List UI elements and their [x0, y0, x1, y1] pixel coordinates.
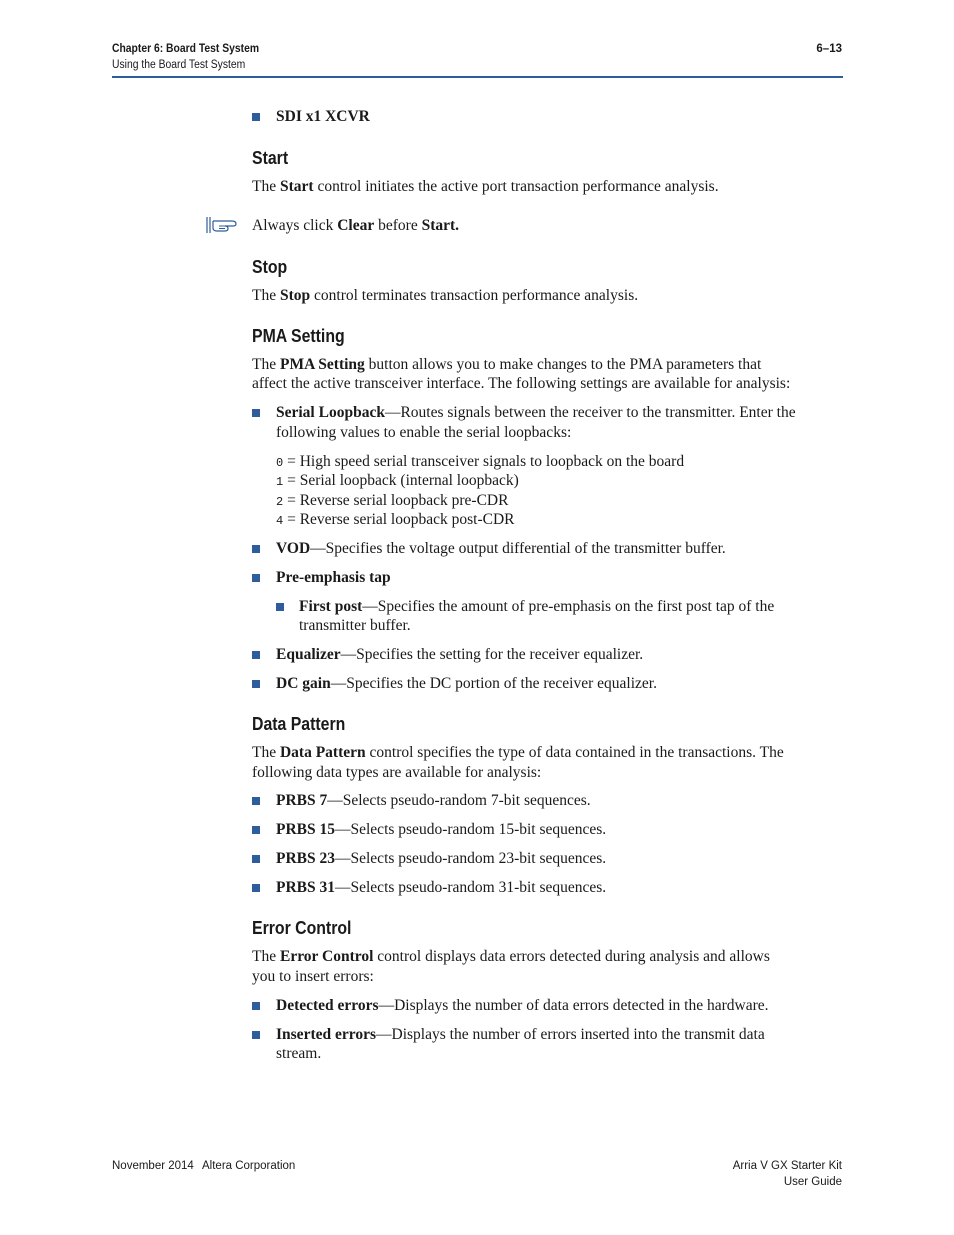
serial-loopback-line2: following values to enable the serial loopbacks: [276, 424, 572, 441]
loopback-value: 2 = Reverse serial loopback pre-CDR [276, 492, 509, 509]
page-header [112, 43, 842, 79]
data-pattern-intro-line2: following data types are available for analysis: [252, 764, 542, 781]
bullet-icon [252, 826, 260, 834]
data-pattern-intro: The Data Pattern control specifies the type of data contained in the transactions. The [252, 744, 784, 761]
bullet-icon [252, 797, 260, 805]
chapter-title: Chapter 6: Board Test System [112, 43, 260, 55]
vod-item: VOD—Specifies the voltage output differential of the transmitter buffer. [276, 540, 726, 557]
footer-doc-title: Arria V GX Starter Kit [732, 1160, 842, 1172]
error-control-intro: The Error Control control displays data errors detected during analysis and allows [252, 948, 770, 965]
bullet-icon [252, 545, 260, 553]
bullet-icon [252, 855, 260, 863]
pma-intro-line2: affect the active transceiver interface. The following settings are available for analysis: [252, 375, 791, 392]
prbs-item: PRBS 23—Selects pseudo-random 23-bit sequences. [276, 850, 607, 867]
prbs-item: PRBS 31—Selects pseudo-random 31-bit sequences. [276, 879, 607, 896]
prbs-item: PRBS 15—Selects pseudo-random 15-bit sequences. [276, 821, 607, 838]
bullet-icon [252, 680, 260, 688]
serial-loopback-item: Serial Loopback—Routes signals between the receiver to the transmitter. Enter the [276, 404, 796, 421]
footer-doc-type: User Guide [783, 1176, 842, 1188]
section-title: Using the Board Test System [112, 59, 246, 71]
bullet-icon [252, 884, 260, 892]
pma-heading: PMA Setting [252, 326, 345, 346]
bullet-icon [252, 1031, 260, 1039]
first-post-item: First post—Specifies the amount of pre-emphasis on the first post tap of the [299, 598, 775, 615]
bullet-icon [276, 603, 284, 611]
loopback-value: 1 = Serial loopback (internal loopback) [276, 472, 519, 489]
start-note: Always click Clear before Start. [252, 217, 460, 234]
detected-errors-item: Detected errors—Displays the number of data errors detected in the hardware. [276, 997, 769, 1014]
bullet-icon [252, 409, 260, 417]
error-control-intro-line2: you to insert errors: [252, 968, 374, 985]
inserted-errors-line2: stream. [276, 1045, 322, 1062]
bullet-icon [252, 113, 260, 121]
equalizer-item: Equalizer—Specifies the setting for the receiver equalizer. [276, 646, 644, 663]
first-post-line2: transmitter buffer. [299, 617, 411, 634]
pma-intro: The PMA Setting button allows you to make changes to the PMA parameters that [252, 356, 762, 373]
pointing-hand-icon [206, 216, 238, 234]
start-heading: Start [252, 148, 289, 168]
bullet-icon [252, 651, 260, 659]
dc-gain-item: DC gain—Specifies the DC portion of the receiver equalizer. [276, 675, 657, 692]
pre-emphasis-item: Pre-emphasis tap [276, 569, 391, 586]
list-item: SDI x1 XCVR [276, 108, 370, 125]
bullet-icon [252, 1002, 260, 1010]
header-rule [112, 76, 843, 78]
bullet-icon [252, 574, 260, 582]
loopback-value: 4 = Reverse serial loopback post-CDR [276, 511, 515, 528]
stop-heading: Stop [252, 257, 288, 277]
footer-company: Altera Corporation [202, 1160, 296, 1172]
footer-date: November 2014 [112, 1160, 194, 1172]
page-number: 6–13 [816, 43, 842, 55]
error-control-heading: Error Control [252, 918, 352, 938]
data-pattern-heading: Data Pattern [252, 714, 346, 734]
prbs-item: PRBS 7—Selects pseudo-random 7-bit sequences. [276, 792, 591, 809]
start-text: The Start control initiates the active port transaction performance analysis. [252, 178, 719, 195]
stop-text: The Stop control terminates transaction performance analysis. [252, 287, 639, 304]
loopback-value: 0 = High speed serial transceiver signals to loopback on the board [276, 453, 685, 470]
inserted-errors-item: Inserted errors—Displays the number of errors inserted into the transmit data [276, 1026, 765, 1043]
